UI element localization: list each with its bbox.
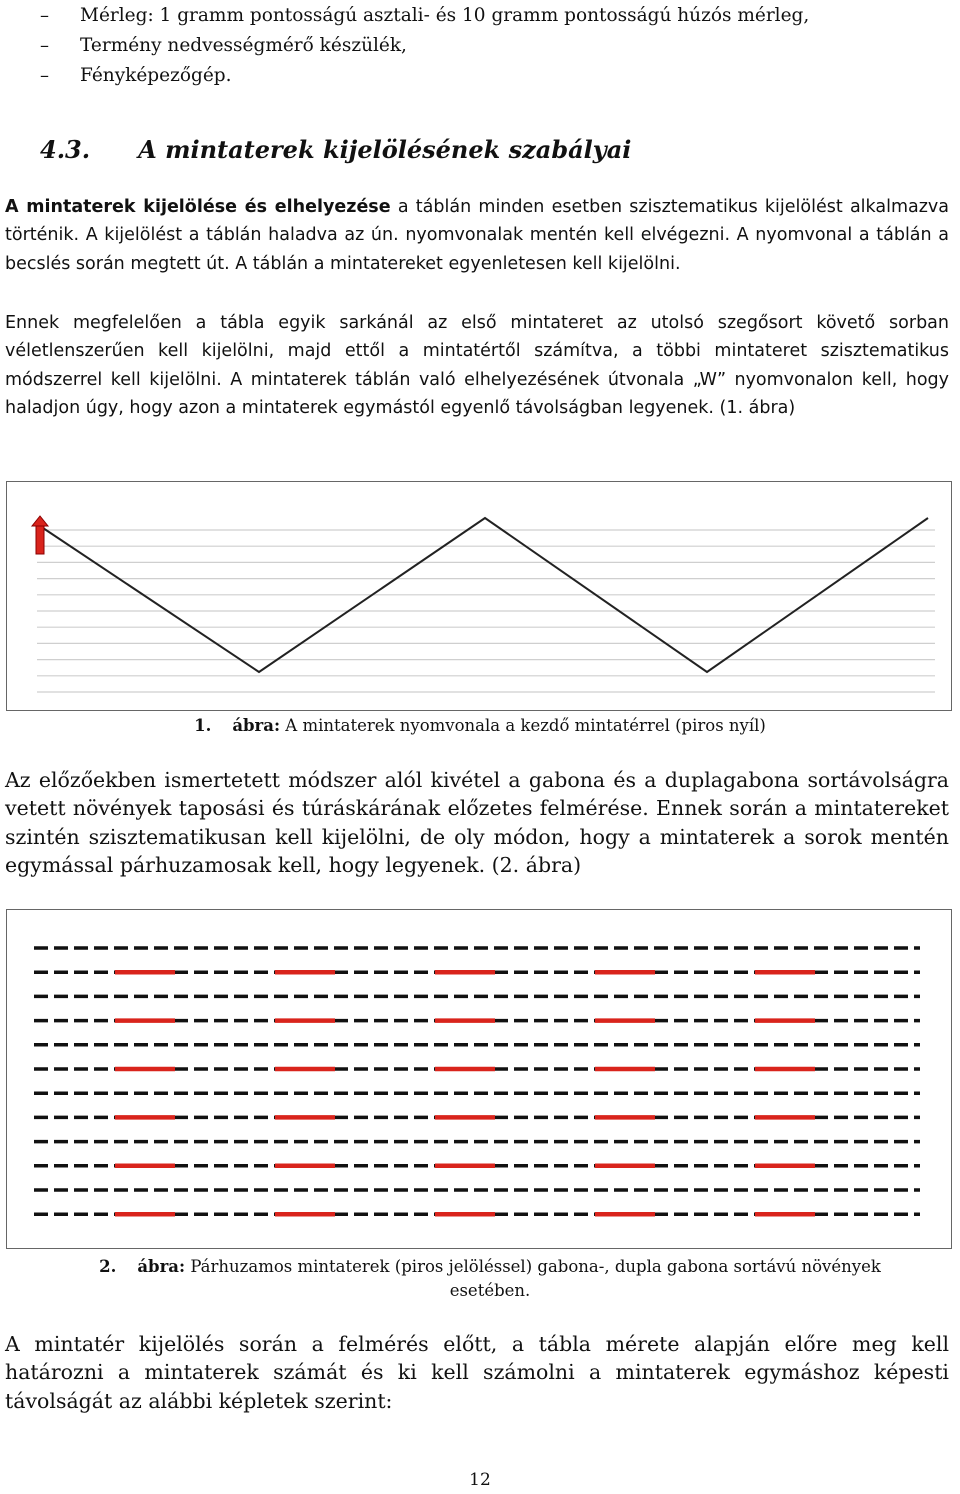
- page-number: 12: [469, 1470, 491, 1490]
- parallel-plots-diagram: [7, 910, 950, 1247]
- section-number: 4.3.: [40, 135, 91, 164]
- section-title: A mintaterek kijelölésének szabályai: [138, 135, 632, 164]
- list-item-text: Fényképezőgép.: [80, 64, 232, 86]
- paragraph-method: Ennek megfelelően a tábla egyik sarkánál az első mintateret az utolsó szegősort követő sorban véletlenszerűen kell kijelölni, majd ettől a mintatértől számítva, a többi mintateret szisztematikus módszerrel kell kijelölni. A mintaterek táblán való elhelyezésének útvonala „W” nyomvonalon kell, hogy haladjon úgy, hogy azon a mintaterek egymástól egyenlő távolságban legyenek. (1. ábra): [5, 313, 949, 418]
- dash-bullet: –: [40, 4, 49, 26]
- paragraph-exception: Az előzőekben ismertetett módszer alól kivétel a gabona és a duplagabona sortávolságra vetett növények taposási és túráskárának előzetes felmérése. Ennek során a mintatereket szintén szisztematikusan kell kijelölni, de oly módon, hogy a mintaterek a sorok mentén egymással párhuzamosak kell, hogy legyenek. (2. ábra): [5, 768, 949, 877]
- paragraph-bold-lead: A mintaterek kijelölése és elhelyezése: [5, 197, 391, 217]
- figure-1-caption: [0, 716, 960, 735]
- list-item-text: Termény nedvességmérő készülék,: [80, 34, 407, 56]
- caption-label: ábra:: [232, 716, 281, 735]
- list-item: [40, 60, 950, 90]
- w-path-diagram: [7, 482, 950, 709]
- caption-text: A mintaterek nyomvonala a kezdő mintatérrel (piros nyíl): [280, 716, 766, 735]
- figure-w-path: [6, 481, 952, 711]
- caption-label: ábra:: [137, 1257, 186, 1276]
- figure-parallel-plots: [6, 909, 952, 1249]
- paragraph-planning: A mintatér kijelölés során a felmérés előtt, a tábla mérete alapján előre meg kell határozni a mintaterek számát és ki kell számolni a mintaterek egymáshoz képesti távolságát az alábbi képletek szerint:: [5, 1332, 949, 1413]
- figure-2-caption: [60, 1255, 920, 1303]
- list-item: [40, 30, 950, 60]
- red-arrow-icon: [32, 516, 48, 554]
- paragraph-text: a táblán minden esetben szisztematikus kijelölést alkalmazva történik. A kijelölést a táblán haladva az ún. nyomvonalak mentén kell elvégezni. A nyomvonal a táblán a becslés során megtett út. A táblán a mintatereket egyenletesen kell kijelölni.: [5, 197, 949, 274]
- paragraph-intro: [5, 193, 949, 278]
- equipment-list: [40, 0, 950, 90]
- dash-bullet: –: [40, 34, 49, 56]
- dash-bullet: –: [40, 64, 49, 86]
- caption-number: 1.: [194, 716, 212, 735]
- section-heading: [40, 135, 631, 164]
- caption-text: Párhuzamos mintaterek (piros jelöléssel) gabona-, dupla gabona sortávú növények esetében.: [185, 1257, 881, 1300]
- list-item-text: Mérleg: 1 gramm pontosságú asztali- és 10 gramm pontosságú húzós mérleg,: [80, 4, 810, 26]
- caption-number: 2.: [99, 1257, 117, 1276]
- list-item: [40, 0, 950, 30]
